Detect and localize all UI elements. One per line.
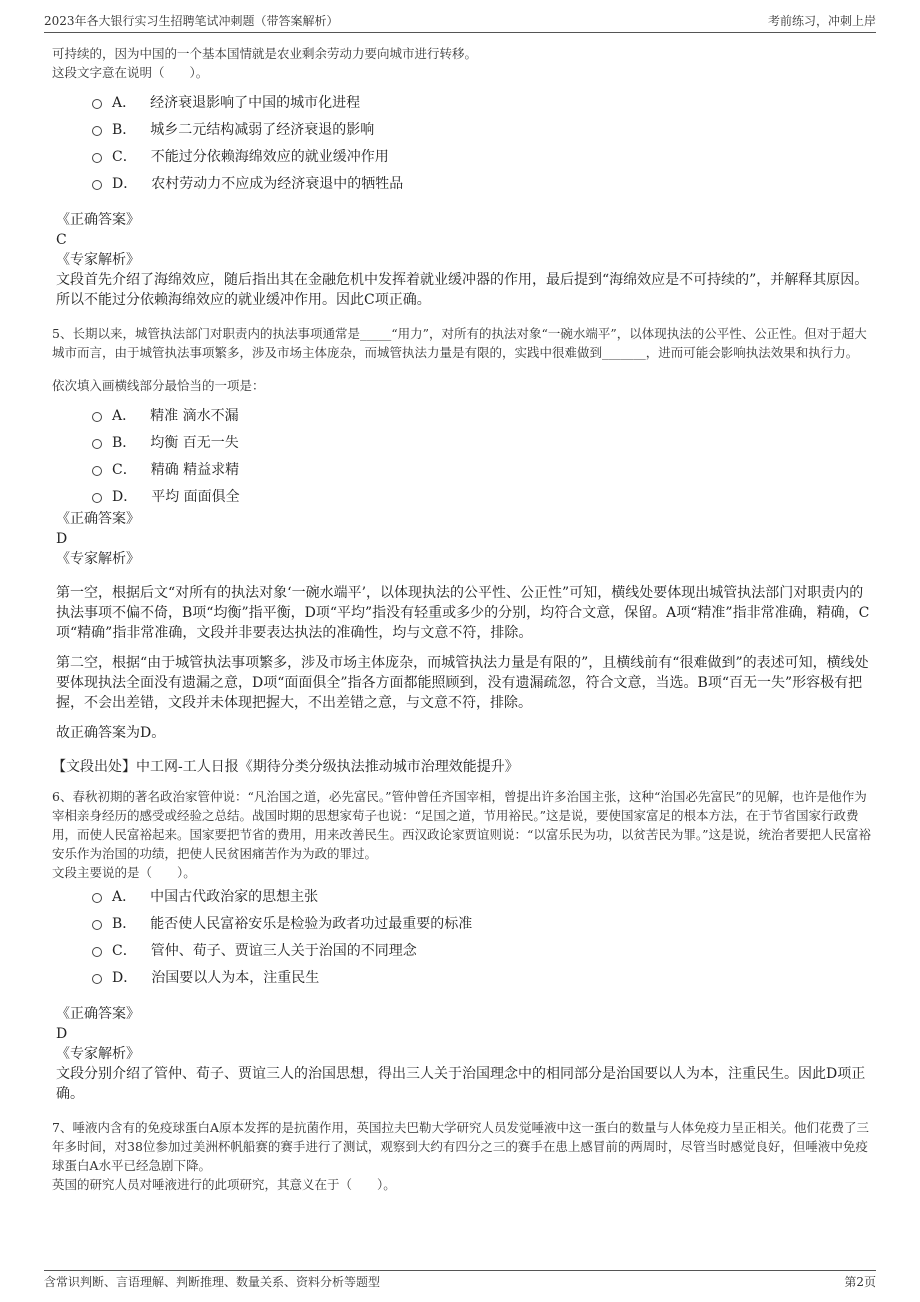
option-text: 精确 精益求精 bbox=[150, 461, 240, 478]
analysis-heading: 《专家解析》 bbox=[56, 1046, 140, 1062]
answer-value: D bbox=[56, 531, 68, 547]
radio-icon[interactable] bbox=[92, 99, 102, 109]
option-text: 不能过分依赖海绵效应的就业缓冲作用 bbox=[150, 148, 389, 165]
q7-prompt: 英国的研究人员对唾液进行的此项研究，其意义在于（ ）。 bbox=[52, 1177, 396, 1192]
radio-icon[interactable] bbox=[92, 126, 102, 136]
answer-heading: 《正确答案》 bbox=[56, 1006, 140, 1022]
radio-icon[interactable] bbox=[92, 153, 102, 163]
header-slogan: 考前练习，冲刺上岸 bbox=[767, 14, 876, 28]
option-text: 中国古代政治家的思想主张 bbox=[150, 888, 319, 905]
analysis-text: 文段分别介绍了管仲、荀子、贾谊三人的治国思想，得出三人关于治国理念中的相同部分是治国要以人为本，注重民生。因此D项正确。 bbox=[56, 1066, 866, 1102]
q5-text: 5、长期以来，城管执法部门对职责内的执法事项通常是_____“用力”，对所有的执法对象“一碗水端平”，以体现执法的公平性、公正性。但对于超大城市而言，由于城管执法事项繁多，涉及市场主体庞杂，而城管执法力量是有限的，实践中很难做到_______，进而可能会影响执法效果和执行力。 bbox=[52, 326, 867, 360]
q6-text: 6、春秋初期的著名政治家管仲说：“凡治国之道，必先富民。”管仲曾任齐国宰相，曾提出许多治国主张，这种“治国必先富民”的见解，也许是他作为宰相亲身经历的感受或经验之总结。战国时期的思想家荀子也说：“足国之道，节用裕民。”这是说，要使国家富足的根本方法，在于节省国家行政费用，而使人民富裕起来。国家要把节省的费用，用来改善民生。西汉政论家贾谊则说：“以富乐民为功，以贫苦民为罪。”这是说，统治者要把人民富裕安乐作为治国的功绩，把使人民贫困痛苦作为为政的罪过。 bbox=[52, 789, 872, 861]
option-b[interactable]: B． 城乡二元结构减弱了经济衰退的影响 bbox=[92, 115, 874, 142]
option-text: 精准 滴水不漏 bbox=[150, 407, 239, 424]
radio-icon[interactable] bbox=[92, 920, 102, 930]
radio-icon[interactable] bbox=[92, 466, 102, 476]
option-text: 均衡 百无一失 bbox=[150, 434, 239, 451]
answer-heading: 《正确答案》 bbox=[56, 212, 140, 228]
radio-icon[interactable] bbox=[92, 947, 102, 957]
q4-options bbox=[92, 88, 874, 196]
option-a[interactable]: A． 精准 滴水不漏 bbox=[92, 401, 874, 428]
page-header bbox=[44, 10, 876, 33]
radio-icon[interactable] bbox=[92, 412, 102, 422]
answer-heading: 《正确答案》 bbox=[56, 511, 140, 527]
source-citation: 【文段出处】中工网-工人日报《期待分类分级执法推动城市治理效能提升》 bbox=[52, 759, 519, 775]
answer-value: D bbox=[56, 1026, 68, 1042]
q5-prompt: 依次填入画横线部分最恰当的一项是： bbox=[52, 378, 265, 393]
analysis-paragraph-2: 第二空，根据“由于城管执法事项繁多，涉及市场主体庞杂，而城管执法力量是有限的”，且横线前有“很难做到”的表述可知，横线处要体现执法全面没有遗漏之意，D项“面面俱全”指各方面都能照顾到，没有遗漏疏忽，符合文意，当选。B项“百无一失”形容极有把握，不会出差错，文段并未体现把握大，不出差错之意，与文意不符，排除。 bbox=[56, 655, 869, 711]
option-text: 治国要以人为本，注重民生 bbox=[151, 969, 320, 986]
option-text: 城乡二元结构减弱了经济衰退的影响 bbox=[150, 121, 375, 138]
option-c[interactable]: C． 精确 精益求精 bbox=[92, 455, 874, 482]
option-a[interactable]: A． 中国古代政治家的思想主张 bbox=[92, 882, 874, 909]
q6-options bbox=[92, 882, 874, 990]
radio-icon[interactable] bbox=[92, 180, 102, 190]
option-d[interactable]: D． 治国要以人为本，注重民生 bbox=[92, 963, 874, 990]
q7-text: 7、唾液内含有的免疫球蛋白A原本发挥的是抗菌作用，英国拉夫巴勒大学研究人员发觉唾液中这一蛋白的数量与人体免疫力呈正相关。他们花费了三年多时间，对38位参加过美洲杯帆船赛的赛手进行了测试，观察到大约有四分之三的赛手在患上感冒前的两周时，尽管当时感觉良好，但唾液中免疫球蛋白A水平已经急剧下降。 bbox=[52, 1120, 869, 1173]
radio-icon[interactable] bbox=[92, 493, 102, 503]
analysis-heading: 《专家解析》 bbox=[56, 551, 140, 567]
q6-answer-block bbox=[56, 1004, 874, 1104]
page-content bbox=[52, 44, 874, 1194]
analysis-paragraph-1: 第一空，根据后文“对所有的执法对象‘一碗水端平’，以体现执法的公平性、公正性”可知，横线处要体现出城管执法部门对职责内的执法事项不偏不倚，B项“均衡”指平衡，D项“平均”指没有轻重或多少的分别，均符合文意，保留。A项“精准”指非常准确，精确，C项“精确”指非常准确，文段并非要表达执法的准确性，均与文意不符，排除。 bbox=[56, 585, 870, 641]
option-text: 农村劳动力不应成为经济衰退中的牺牲品 bbox=[151, 175, 404, 192]
option-b[interactable]: B． 均衡 百无一失 bbox=[92, 428, 874, 455]
q4-answer-block bbox=[56, 210, 874, 310]
page-footer bbox=[44, 1270, 876, 1293]
option-text: 经济衰退影响了中国的城市化进程 bbox=[150, 94, 361, 111]
q5-options bbox=[92, 401, 874, 509]
option-d[interactable]: D． 平均 面面俱全 bbox=[92, 482, 874, 509]
document-title: 2023年各大银行实习生招聘笔试冲刺题（带答案解析） bbox=[44, 14, 339, 28]
radio-icon[interactable] bbox=[92, 439, 102, 449]
option-c[interactable]: C． 管仲、荀子、贾谊三人关于治国的不同理念 bbox=[92, 936, 874, 963]
option-text: 能否使人民富裕安乐是检验为政者功过最重要的标准 bbox=[150, 915, 473, 932]
q4-prompt: 这段文字意在说明（ ）。 bbox=[52, 65, 209, 80]
page-number: 第2页 bbox=[844, 1275, 876, 1289]
analysis-heading: 《专家解析》 bbox=[56, 252, 140, 268]
option-text: 平均 面面俱全 bbox=[151, 488, 240, 505]
option-text: 管仲、荀子、贾谊三人关于治国的不同理念 bbox=[150, 942, 417, 959]
option-c[interactable]: C． 不能过分依赖海绵效应的就业缓冲作用 bbox=[92, 142, 874, 169]
option-d[interactable]: D． 农村劳动力不应成为经济衰退中的牺牲品 bbox=[92, 169, 874, 196]
footer-description: 含常识判断、言语理解、判断推理、数量关系、资料分析等题型 bbox=[44, 1275, 381, 1289]
q5-answer-block bbox=[56, 509, 874, 569]
q6-prompt: 文段主要说的是（ ）。 bbox=[52, 865, 196, 880]
q4-tail: 可持续的，因为中国的一个基本国情就是农业剩余劳动力要向城市进行转移。 bbox=[52, 46, 478, 61]
option-a[interactable]: A． 经济衰退影响了中国的城市化进程 bbox=[92, 88, 874, 115]
answer-value: C bbox=[56, 232, 67, 248]
radio-icon[interactable] bbox=[92, 974, 102, 984]
radio-icon[interactable] bbox=[92, 893, 102, 903]
option-b[interactable]: B． 能否使人民富裕安乐是检验为政者功过最重要的标准 bbox=[92, 909, 874, 936]
analysis-conclusion: 故正确答案为D。 bbox=[56, 725, 166, 741]
analysis-text: 文段首先介绍了海绵效应，随后指出其在金融危机中发挥着就业缓冲器的作用，最后提到“海绵效应是不可持续的”，并解释其原因。所以不能过分依赖海绵效应的就业缓冲作用。因此C项正确。 bbox=[56, 272, 869, 308]
